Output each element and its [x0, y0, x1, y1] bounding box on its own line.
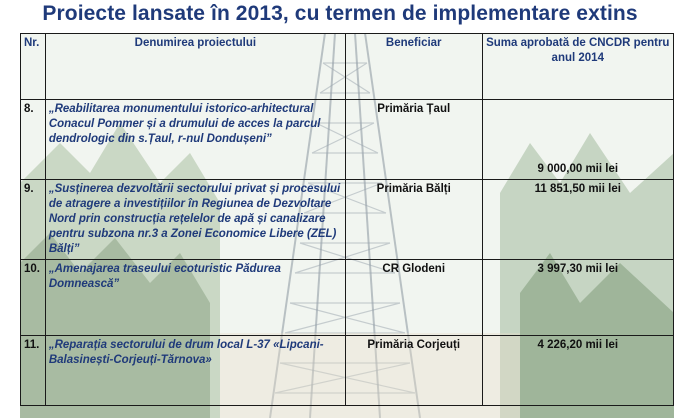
row-beneficiary: Primăria Corjeuți — [345, 336, 482, 406]
table-row — [21, 336, 674, 406]
table-row — [21, 180, 674, 260]
row-project-name: „Susținerea dezvoltării sectorului privat și procesului de atragere a investițiilor în Regiunea de Dezvoltare Nord prin construcția rețelelor de apă și canalizare pentru subzona nr.3 a Zonei Economice Libere (ZEL) Bălți” — [45, 180, 345, 260]
row-sum: 3 997,30 mii lei — [482, 260, 673, 336]
row-nr: 11. — [21, 336, 46, 406]
header-project-name: Denumirea proiectului — [45, 34, 345, 100]
projects-table — [20, 33, 674, 406]
row-nr: 9. — [21, 180, 46, 260]
header-approved-sum: Suma aprobată de CNCDR pentru anul 2014 — [482, 34, 673, 100]
row-project-name: „Reparația sectorului de drum local L-37 «Lipcani-Balasinești-Corjeuți-Tărnova» — [45, 336, 345, 406]
table-row — [21, 100, 674, 180]
row-beneficiary: Primăria Țaul — [345, 100, 482, 180]
row-sum: 11 851,50 mii lei — [482, 180, 673, 260]
row-beneficiary: CR Glodeni — [345, 260, 482, 336]
row-nr: 10. — [21, 260, 46, 336]
page-title: Proiecte lansate în 2013, cu termen de implementare extins — [42, 2, 638, 25]
row-project-name: „Amenajarea traseului ecoturistic Pădurea Domnească” — [45, 260, 345, 336]
row-sum: 4 226,20 mii lei — [482, 336, 673, 406]
row-project-name: „Reabilitarea monumentului istorico-arhitectural Conacul Pommer și a drumului de acces la parcul dendrologic din s.Țaul, r-nul Dondușeni” — [45, 100, 345, 180]
table-header-row — [21, 34, 674, 100]
table-row — [21, 260, 674, 336]
row-nr: 8. — [21, 100, 46, 180]
header-nr: Nr. — [21, 34, 46, 100]
row-sum: 9 000,00 mii lei — [482, 100, 673, 180]
row-beneficiary: Primăria Bălți — [345, 180, 482, 260]
header-beneficiary: Beneficiar — [345, 34, 482, 100]
